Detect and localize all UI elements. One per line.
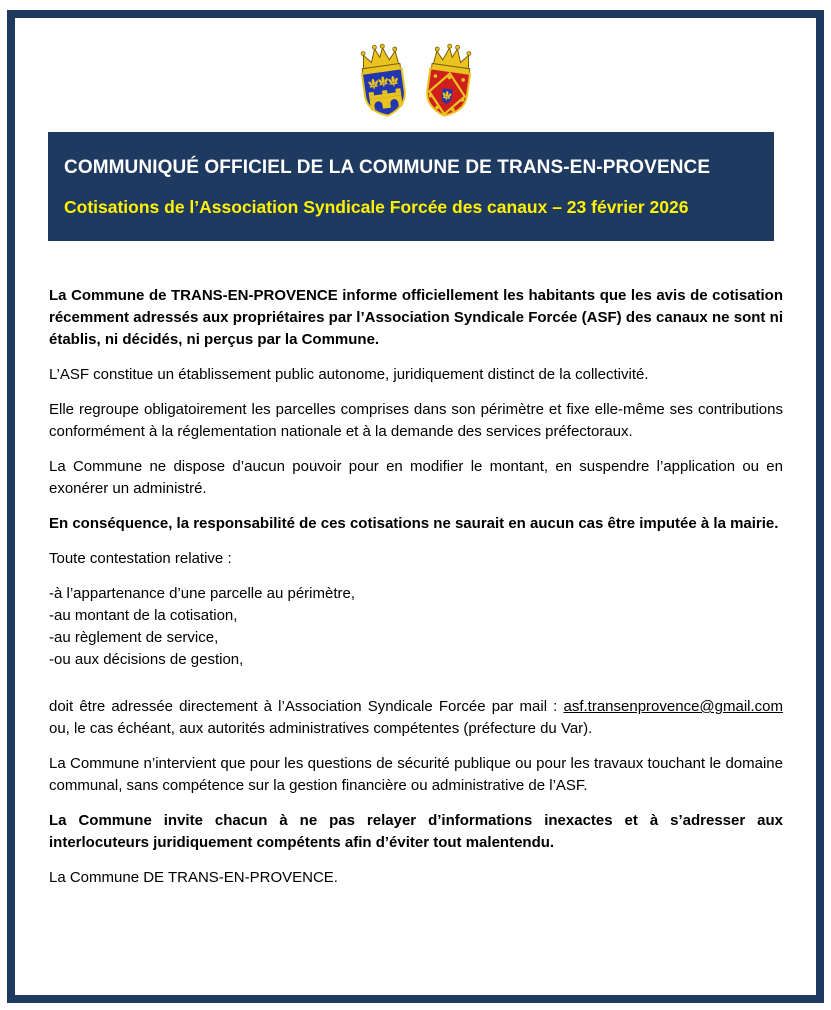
- list-item: -au montant de la cotisation,: [49, 607, 238, 624]
- paragraph-pouvoir: La Commune ne dispose d’aucun pouvoir pour en modifier le montant, en suspendre l’application ou en exonérer un administré.: [49, 458, 783, 497]
- mail-suffix: ou, le cas échéant, aux autorités administratives compétentes (préfecture du Var).: [49, 720, 593, 737]
- list-item: -ou aux décisions de gestion,: [49, 651, 244, 668]
- paragraph-consequence: En conséquence, la responsabilité de ces cotisations ne saurait en aucun cas être imputée à la mairie.: [49, 515, 779, 532]
- contestation-list: [49, 583, 783, 671]
- page-subtitle: Cotisations de l’Association Syndicale Forcée des canaux – 23 février 2026: [64, 197, 689, 217]
- document-body: [49, 285, 783, 889]
- paragraph-intro: La Commune de TRANS-EN-PROVENCE informe officiellement les habitants que les avis de cotisation récemment adressés aux propriétaires par l’Association Syndicale Forcée (ASF) des canaux ne sont ni établis, ni décidés, ni perçus par la Commune.: [49, 287, 783, 348]
- paragraph-asf-status: L’ASF constitue un établissement public autonome, juridiquement distinct de la collectivité.: [49, 366, 649, 383]
- blason-red-icon: [405, 35, 491, 125]
- paragraph-regroupe: Elle regroupe obligatoirement les parcelles comprises dans son périmètre et fixe elle-même ses contributions conformément à la réglementation nationale et à la demande des services préfectoraux.: [49, 401, 783, 440]
- coat-of-arms-group: [15, 40, 816, 116]
- email-link[interactable]: asf.transenprovence@gmail.com: [563, 698, 783, 715]
- list-item: -au règlement de service,: [49, 629, 219, 646]
- page-title: COMMUNIQUÉ OFFICIEL DE LA COMMUNE DE TRANS-EN-PROVENCE: [64, 157, 711, 178]
- mail-prefix: doit être adressée directement à l’Association Syndicale Forcée par mail :: [49, 698, 564, 715]
- paragraph-contestation: Toute contestation relative :: [49, 550, 232, 567]
- paragraph-signature: La Commune DE TRANS-EN-PROVENCE.: [49, 869, 338, 886]
- paragraph-intervention: La Commune n’intervient que pour les questions de sécurité publique ou pour les travaux touchant le domaine communal, sans compétence sur la gestion financière ou administrative de l’ASF.: [49, 755, 783, 794]
- list-item: -à l’appartenance d’une parcelle au périmètre,: [49, 585, 356, 602]
- paragraph-invitation: La Commune invite chacun à ne pas relayer d’informations inexactes et à s’adresser aux interlocuteurs juridiquement compétents afin d’éviter tout malentendu.: [49, 812, 783, 851]
- paragraph-mail: [49, 696, 783, 740]
- header-band: [48, 132, 774, 241]
- page-frame: [7, 10, 824, 1003]
